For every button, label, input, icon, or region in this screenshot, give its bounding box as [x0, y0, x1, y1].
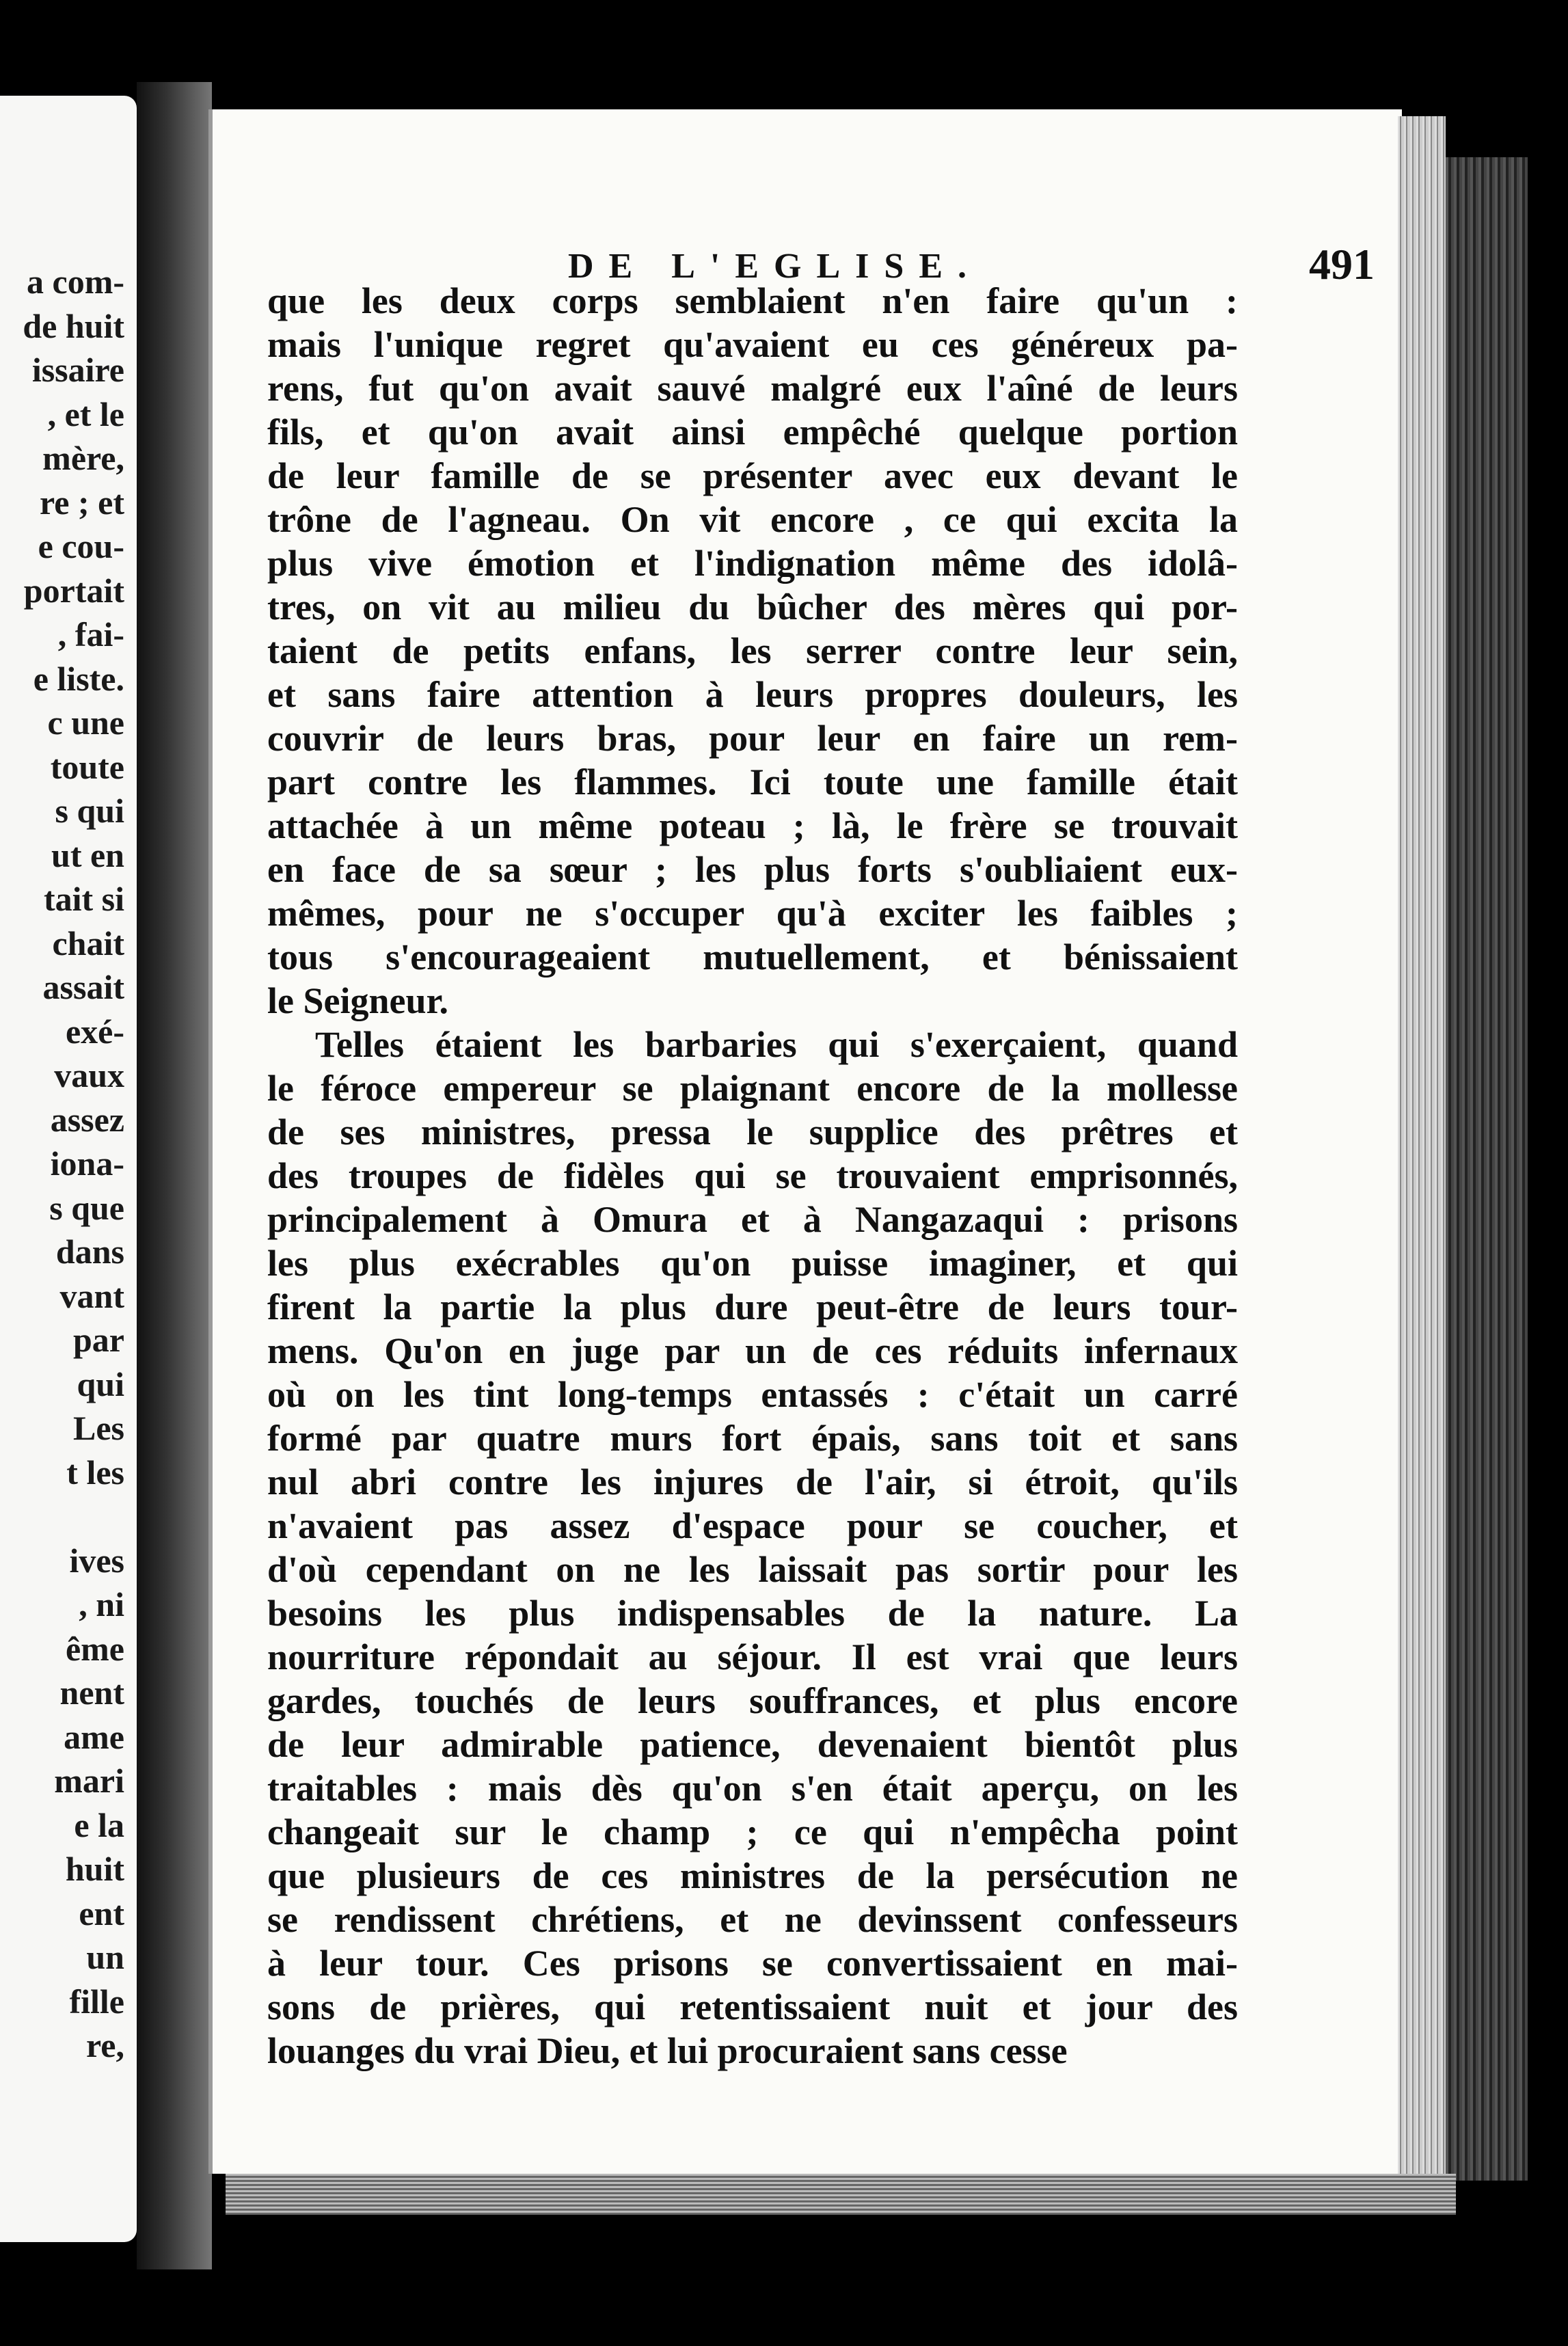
running-head-title: DE L'EGLISE.	[568, 247, 982, 286]
left-page-fragment: exé-	[65, 1012, 124, 1051]
text-line: besoins les plus indispensables de la nature. La	[267, 1593, 1238, 1634]
text-line: plus vive émotion et l'indignation même des idolâ-	[267, 543, 1238, 584]
text-line: que plusieurs de ces ministres de la persécution ne	[267, 1855, 1238, 1896]
left-page-fragment: dans	[55, 1232, 124, 1271]
book-block-edge	[1446, 157, 1528, 2181]
left-page-fragment: tait si	[43, 880, 124, 918]
text-line: n'avaient pas assez d'espace pour se coucher, et	[267, 1505, 1238, 1546]
left-page-fragment: e liste.	[33, 659, 124, 698]
left-page-fragment: , fai-	[57, 615, 124, 653]
text-line: gardes, touchés de leurs souffrances, et plus encore	[267, 1680, 1238, 1721]
left-page-fragment: ême	[65, 1629, 124, 1668]
text-line: en face de sa sœur ; les plus forts s'oubliaient eux-	[267, 849, 1238, 890]
text-line: formé par quatre murs fort épais, sans toit et sans	[267, 1418, 1238, 1459]
left-page-fragment: toute	[50, 747, 124, 786]
left-page-fragment: nent	[59, 1673, 124, 1712]
text-line: de leur admirable patience, devenaient bientôt plus	[267, 1724, 1238, 1765]
left-page-fragment: vant	[59, 1276, 124, 1315]
left-page-fragment: ent	[79, 1893, 124, 1932]
text-line: d'où cependant on ne les laissait pas sortir pour les	[267, 1549, 1238, 1590]
text-line: où on les tint long-temps entassés : c'était un carré	[267, 1374, 1238, 1415]
text-line: rens, fut qu'on avait sauvé malgré eux l'aîné de leurs	[267, 368, 1238, 409]
text-line: de ses ministres, pressa le supplice des prêtres et	[267, 1111, 1238, 1152]
left-facing-page	[0, 96, 137, 2242]
left-page-fragment: ame	[64, 1717, 124, 1756]
left-page-fragment: iona-	[50, 1144, 124, 1183]
left-page-fragment: fille	[69, 1982, 124, 2021]
text-line: tous s'encourageaient mutuellement, et bénissaient	[267, 936, 1238, 978]
text-line: des troupes de fidèles qui se trouvaient emprisonnés,	[267, 1155, 1238, 1196]
left-page-fragment: re,	[86, 2026, 124, 2064]
left-page-fragment: a com-	[27, 262, 124, 301]
text-line: mêmes, pour ne s'occuper qu'à exciter les faibles ;	[267, 893, 1238, 934]
left-page-fragment: qui	[77, 1364, 124, 1403]
book-page	[208, 109, 1402, 2174]
left-page-fragment: chait	[52, 923, 124, 962]
text-line: les plus exécrables qu'on puisse imaginer, et qui	[267, 1243, 1238, 1284]
text-line: traitables : mais dès qu'on s'en était aperçu, on les	[267, 1768, 1238, 1809]
left-page-fragment: t les	[66, 1453, 124, 1492]
left-page-fragment: c une	[47, 703, 124, 742]
text-line: le féroce empereur se plaignant encore de la mollesse	[267, 1068, 1238, 1109]
text-line: part contre les flammes. Ici toute une famille était	[267, 761, 1238, 803]
left-page-fragment: portait	[23, 571, 124, 610]
left-page-fragment: issaire	[31, 351, 124, 389]
text-line: taient de petits enfans, les serrer contre leur sein,	[267, 630, 1238, 671]
text-line: fils, et qu'on avait ainsi empêché quelque portion	[267, 412, 1238, 453]
text-line: mens. Qu'on en juge par un de ces réduits infernaux	[267, 1330, 1238, 1371]
text-line: louanges du vrai Dieu, et lui procuraient sans cesse	[267, 2030, 1068, 2071]
left-page-fragment: , et le	[47, 394, 124, 433]
text-line: se rendissent chrétiens, et ne devinssent confesseurs	[267, 1899, 1238, 1940]
left-page-fragment: par	[73, 1321, 124, 1359]
text-line: couvrir de leurs bras, pour leur en faire un rem-	[267, 718, 1238, 759]
left-page-fragment: vaux	[54, 1056, 124, 1094]
left-page-fragment: ives	[69, 1541, 124, 1580]
left-page-fragment: huit	[65, 1850, 124, 1888]
text-line: mais l'unique regret qu'avaient eu ces généreux pa-	[267, 324, 1238, 365]
text-line: le Seigneur.	[267, 980, 449, 1021]
left-page-fragment: , ni	[79, 1585, 124, 1623]
text-line: que les deux corps semblaient n'en faire qu'un :	[267, 280, 1238, 321]
left-page-fragment: mari	[54, 1762, 124, 1800]
text-line: à leur tour. Ces prisons se convertissaient en mai-	[267, 1943, 1238, 1984]
left-page-fragment: assez	[50, 1100, 124, 1139]
left-page-fragment: de huit	[23, 306, 124, 345]
left-page-fragment: assait	[42, 968, 124, 1006]
text-line: trône de l'agneau. On vit encore , ce qui excita la	[267, 499, 1238, 540]
text-line: Telles étaient les barbaries qui s'exerçaient, quand	[315, 1024, 1238, 1065]
page-edges	[1398, 116, 1446, 2174]
text-line: tres, on vit au milieu du bûcher des mères qui por-	[267, 586, 1238, 628]
page-number: 491	[1309, 240, 1375, 288]
text-line: nul abri contre les injures de l'air, si étroit, qu'ils	[267, 1461, 1238, 1502]
left-page-fragment: e cou-	[38, 527, 124, 565]
text-line: et sans faire attention à leurs propres douleurs, les	[267, 674, 1238, 715]
left-page-fragment: s que	[49, 1188, 124, 1227]
left-page-fragment: s qui	[55, 792, 124, 830]
text-line: firent la partie la plus dure peut-être de leurs tour-	[267, 1286, 1238, 1327]
left-page-fragment: ut en	[51, 835, 124, 874]
text-line: changeait sur le champ ; ce qui n'empêcha point	[267, 1811, 1238, 1852]
text-line: sons de prières, qui retentissaient nuit et jour des	[267, 1986, 1238, 2027]
left-page-fragment: e la	[74, 1805, 124, 1844]
left-page-fragment: un	[86, 1938, 124, 1976]
left-page-fragment: Les	[73, 1409, 124, 1447]
text-line: de leur famille de se présenter avec eux devant le	[267, 455, 1238, 496]
text-line: principalement à Omura et à Nangazaqui : prisons	[267, 1199, 1238, 1240]
book-gutter	[137, 82, 212, 2269]
body-text	[267, 279, 1238, 2073]
text-line: attachée à un même poteau ; là, le frère se trouvait	[267, 805, 1238, 846]
left-page-fragment: mère,	[42, 439, 124, 477]
text-line: nourriture répondait au séjour. Il est vrai que leurs	[267, 1636, 1238, 1677]
bottom-page-edges	[226, 2174, 1456, 2215]
left-page-fragment: re ; et	[40, 483, 124, 522]
